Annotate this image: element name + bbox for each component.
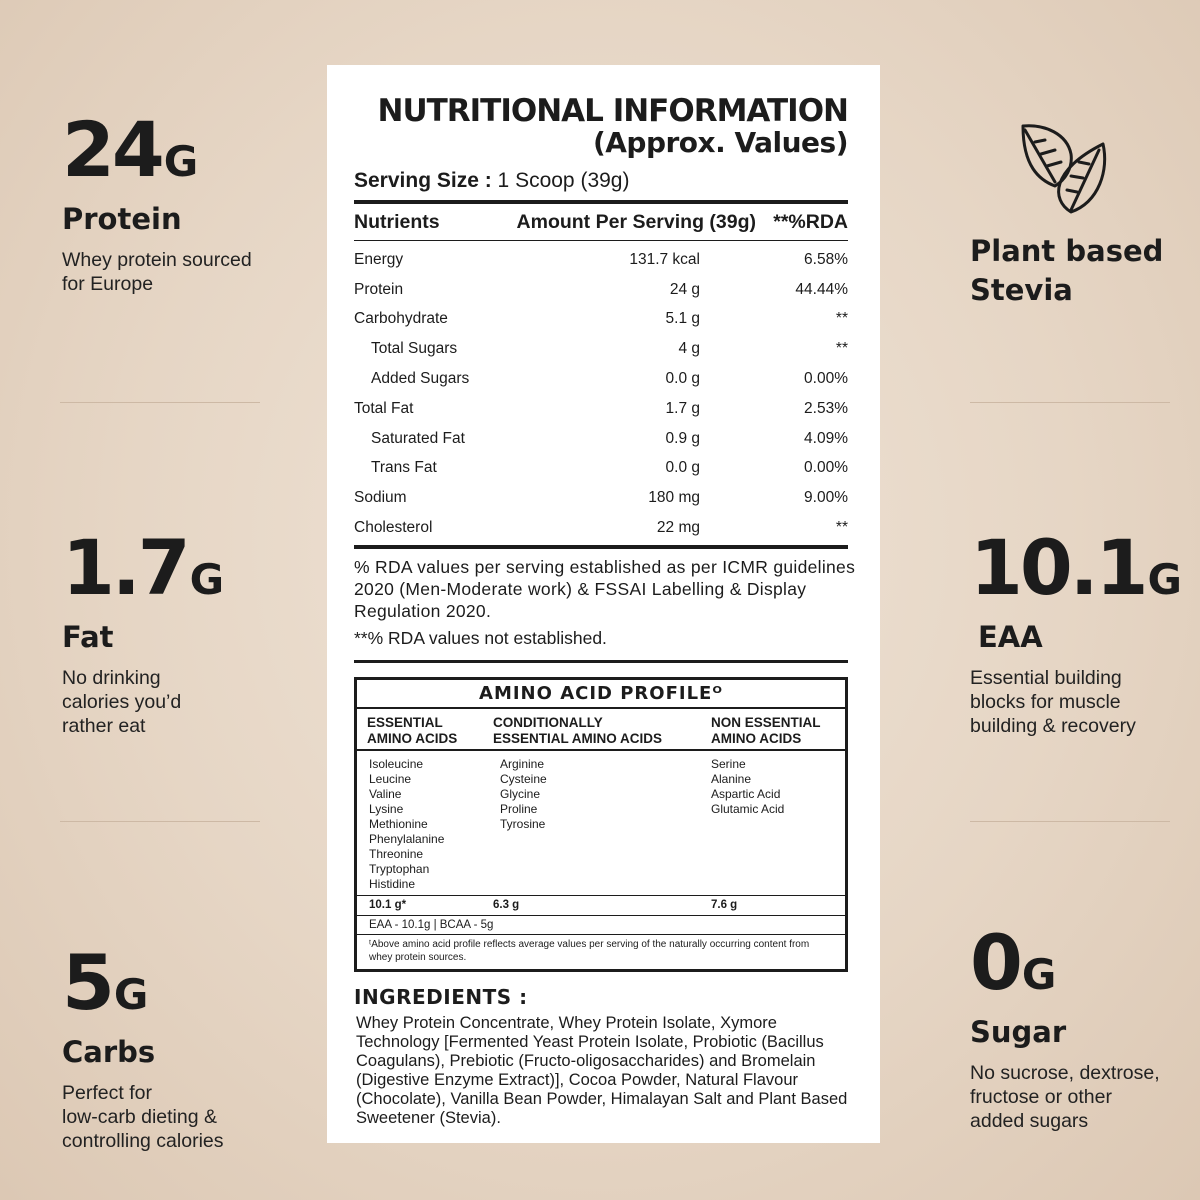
panel-title: NUTRITIONAL INFORMATION bbox=[377, 93, 848, 129]
amino-totals: 10.1 g* 6.3 g 7.6 g bbox=[357, 895, 845, 916]
protein-amount: 24G bbox=[62, 105, 199, 194]
fat-title: Fat bbox=[62, 620, 114, 654]
table-row: Total Sugars 4 g ** bbox=[371, 340, 848, 358]
table-row: Saturated Fat 0.9 g 4.09% bbox=[371, 429, 848, 447]
rda-note: % RDA values per serving established as per ICMR guidelines 2020 (Men-Moderate work) & FSSAI Labelling & Display Regulation 2020. bbox=[354, 557, 856, 621]
table-header: Nutrients Amount Per Serving (39g) **%RDA bbox=[354, 204, 848, 241]
table-row: Total Fat 1.7 g 2.53% bbox=[354, 399, 848, 417]
fat-desc: No drinking calories you’d rather eat bbox=[62, 667, 182, 737]
carbs-stat bbox=[62, 938, 224, 1153]
divider bbox=[970, 821, 1170, 822]
amino-acid-profile bbox=[354, 677, 848, 972]
divider bbox=[60, 402, 260, 403]
nutrition-table bbox=[354, 200, 848, 549]
eaa-amount: 10.1G bbox=[970, 523, 1182, 612]
protein-desc: Whey protein sourced for Europe bbox=[62, 249, 252, 295]
table-row: Energy 131.7 kcal 6.58% bbox=[354, 250, 848, 268]
table-row: Protein 24 g 44.44% bbox=[354, 280, 848, 298]
leaf-icon bbox=[1015, 120, 1111, 220]
eaa-title: EAA bbox=[978, 620, 1043, 654]
amino-footnote: ᵗAbove amino acid profile reflects average values per serving of the naturally occurring content from whey protein sources. bbox=[369, 939, 810, 963]
eaa-desc: Essential building blocks for muscle building & recovery bbox=[970, 667, 1136, 737]
amino-column-headers: ESSENTIAL AMINO ACIDS CONDITIONALLY ESSENTIAL AMINO ACIDS NON ESSENTIAL AMINO ACIDS bbox=[357, 709, 845, 751]
carbs-title: Carbs bbox=[62, 1035, 156, 1069]
nutrition-panel bbox=[327, 65, 880, 1143]
stevia-title: Plant based Stevia bbox=[970, 234, 1164, 307]
amino-title: AMINO ACID PROFILEᴼ bbox=[357, 680, 845, 709]
eaa-bcaa: EAA - 10.1g | BCAA - 5g bbox=[357, 916, 845, 935]
essential-list: Isoleucine Leucine Valine Lysine Methionine Phenylalanine Threonine Tryptophan Histidine bbox=[369, 757, 445, 891]
sugar-stat bbox=[970, 918, 1160, 1133]
carbs-desc: Perfect for low-carb dieting & controlling calories bbox=[62, 1082, 224, 1152]
fat-stat bbox=[62, 523, 225, 738]
amino-lists bbox=[357, 751, 845, 895]
table-row: Trans Fat 0.0 g 0.00% bbox=[371, 459, 848, 477]
sugar-desc: No sucrose, dextrose, fructose or other added sugars bbox=[970, 1062, 1160, 1132]
fat-amount: 1.7G bbox=[62, 523, 225, 612]
divider bbox=[60, 821, 260, 822]
ingredients-text: Whey Protein Concentrate, Whey Protein Isolate, Xymore Technology [Fermented Yeast Protein Isolate, Probiotic (Bacillus Coagulans), Prebiotic (Fructo-oligosaccharides) and Bromelain (Digestive Enzyme Extract)], Cocoa Powder, Natural Flavour (Chocolate), Vanilla Bean Powder, Himalayan Salt and Plant Based Sweetener (Stevia). bbox=[356, 1014, 848, 1127]
stevia-stat bbox=[970, 232, 1163, 310]
sugar-title: Sugar bbox=[970, 1015, 1067, 1049]
panel-header bbox=[378, 95, 848, 159]
serving-size: Serving Size : 1 Scoop (39g) bbox=[354, 169, 630, 192]
table-row: Cholesterol 22 mg ** bbox=[354, 519, 848, 537]
protein-stat bbox=[62, 105, 252, 296]
rda-not-established-note: **% RDA values not established. bbox=[354, 628, 607, 648]
non-essential-list: Serine Alanine Aspartic Acid Glutamic Acid bbox=[711, 757, 785, 816]
ingredients-title: INGREDIENTS : bbox=[354, 985, 528, 1009]
rule bbox=[354, 545, 848, 549]
table-row: Sodium 180 mg 9.00% bbox=[354, 489, 848, 507]
eaa-stat bbox=[970, 523, 1182, 738]
sugar-amount: 0G bbox=[970, 918, 1057, 1007]
rule bbox=[354, 660, 848, 663]
carbs-amount: 5G bbox=[62, 938, 149, 1027]
conditional-list: Arginine Cysteine Glycine Proline Tyrosine bbox=[500, 757, 547, 831]
divider bbox=[970, 402, 1170, 403]
table-row: Added Sugars 0.0 g 0.00% bbox=[371, 370, 848, 388]
protein-title: Protein bbox=[62, 202, 182, 236]
panel-subtitle: (Approx. Values) bbox=[592, 126, 848, 159]
table-row: Carbohydrate 5.1 g ** bbox=[354, 310, 848, 328]
